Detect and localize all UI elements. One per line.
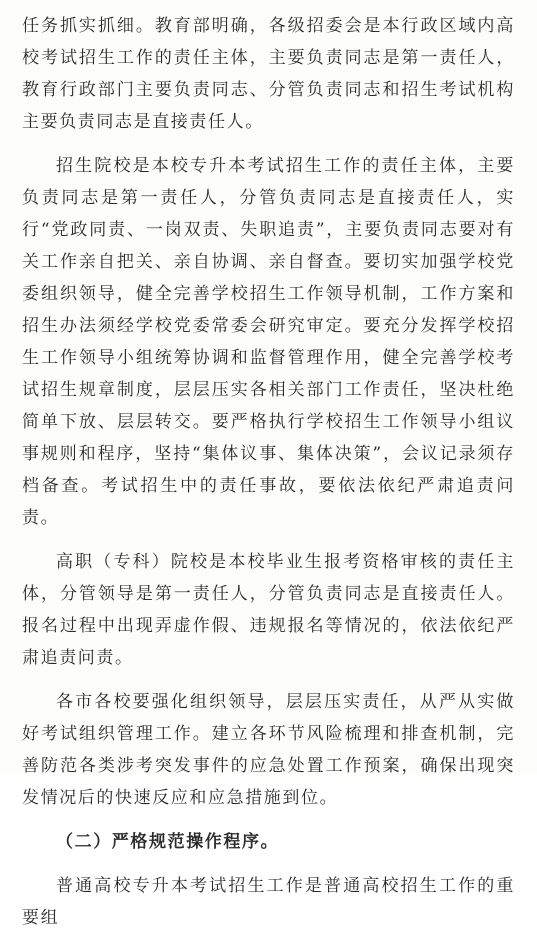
paragraph-procedures-intro: 普通高校专升本考试招生工作是普通高校招生工作的重要组	[22, 876, 515, 928]
paragraph-organization-management: 各市各校要强化组织领导，层层压实责任，从严从实做好考试组织管理工作。建立各环节风险梳理和排查机制，完善防范各类涉考突发事件的应急处置工作预案，确保出现突发情况后的快速反应和应急措施到位。	[22, 692, 515, 808]
paragraph-admitting-institutions: 招生院校是本校专升本考试招生工作的责任主体，主要负责同志是第一责任人，分管负责同志是直接责任人，实行“党政同责、一岗双责、失职追责”，主要负责同志要对有关工作亲自把关、亲自协调、亲自督查。要切实加强学校党委组织领导，健全完善学校招生工作领导机制，工作方案和招生办法须经学校党委常委会研究审定。要充分发挥学校招生工作领导小组统筹协调和监督管理作用，健全完善学校考试招生规章制度，层层压实各相关部门工作责任，坚决杜绝简单下放、层层转交。要严格执行学校招生工作领导小组议事规则和程序，坚持“集体议事、集体决策”，会议记录须存档备查。考试招生中的责任事故，要依法依纪严肃追责问责。	[22, 156, 515, 528]
paragraph-responsibility-bodies: 任务抓实抓细。教育部明确，各级招委会是本行政区域内高校考试招生工作的责任主体，主要负责同志是第一责任人，教育行政部门主要负责同志、分管负责同志和招生考试机构主要负责同志是直接责任人。	[22, 16, 515, 132]
paragraph-vocational-colleges: 高职（专科）院校是本校毕业生报考资格审核的责任主体，分管领导是第一责任人，分管负责同志是直接责任人。报名过程中出现弄虚作假、违规报名等情况的，依法依纪严肃追责问责。	[22, 552, 515, 668]
section-heading-procedures: （二）严格规范操作程序。	[56, 832, 280, 852]
